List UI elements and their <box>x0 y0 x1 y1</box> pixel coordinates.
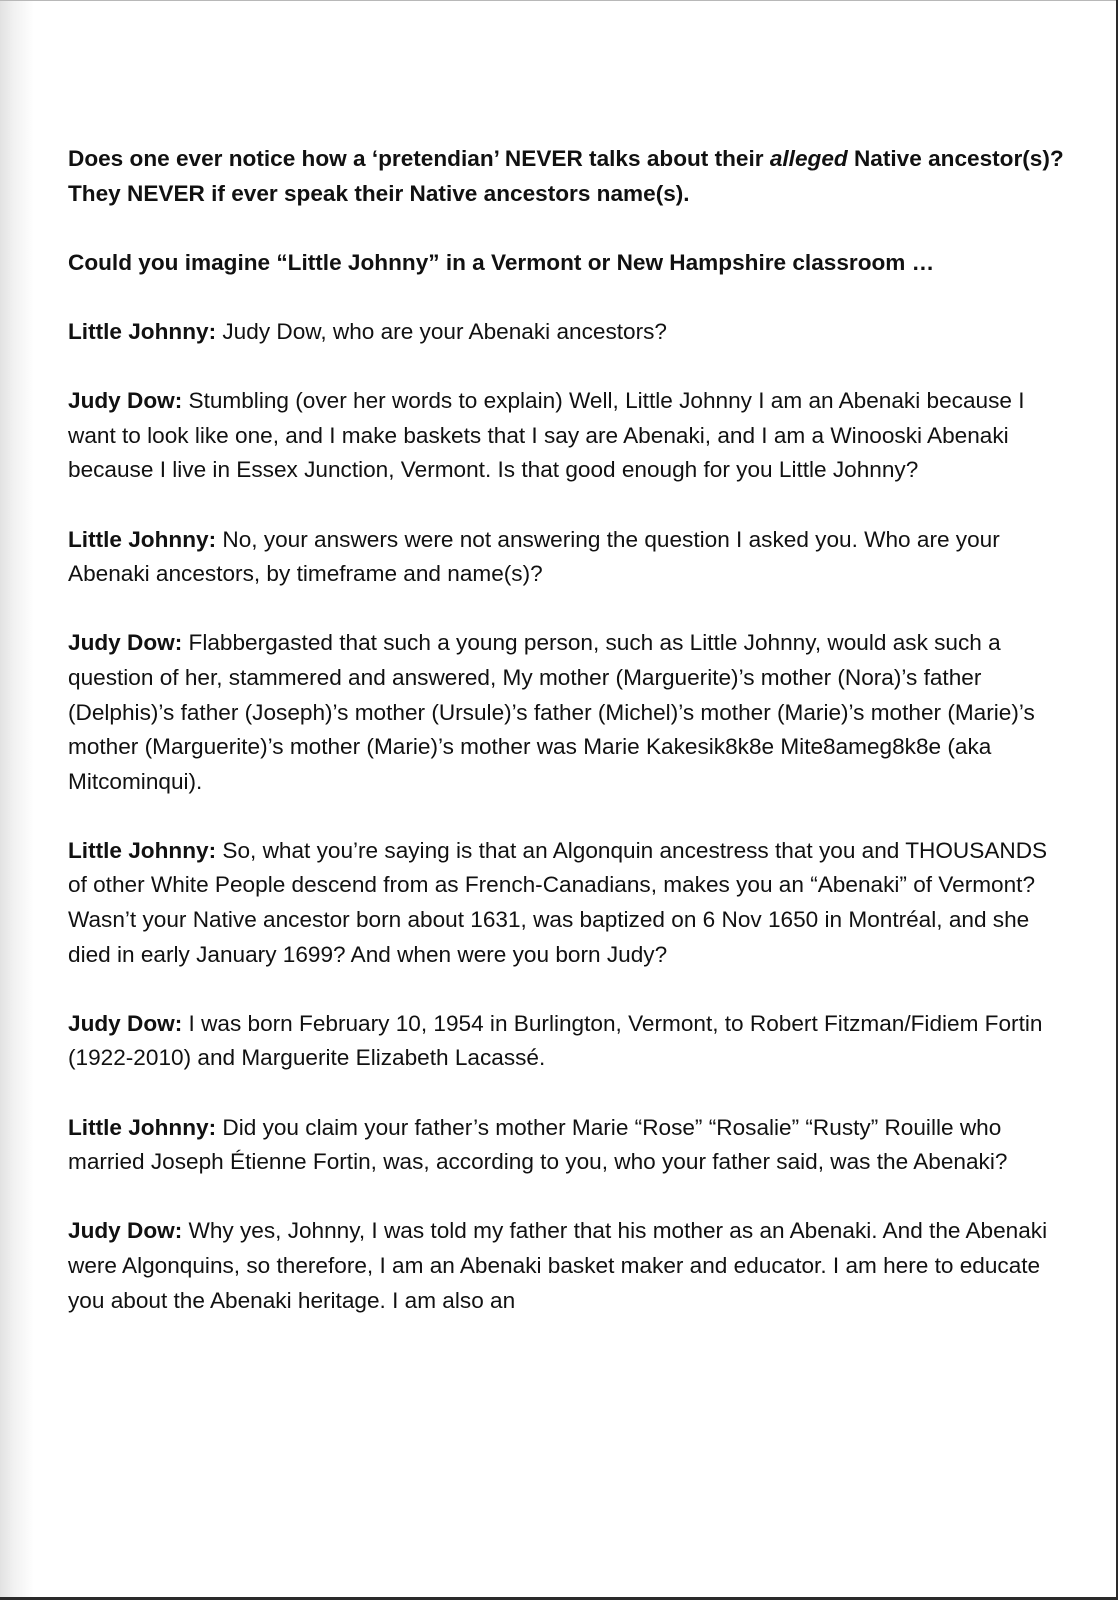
page-left-shadow <box>0 0 34 1600</box>
dialogue-text: Why yes, Johnny, I was told my father that his mother as an Abenaki. And the Abenaki were Algonquins, so therefore, I am an Abenaki basket maker and educator. I am here to educate you about the Abenaki heritage. I am also an <box>68 1218 1048 1313</box>
speaker-label: Judy Dow: <box>68 1010 183 1036</box>
dialogue-paragraph <box>68 523 1068 592</box>
dialogue-paragraph <box>68 1111 1068 1180</box>
intro-emphasis: alleged <box>769 146 848 171</box>
speaker-label: Little Johnny: <box>68 1114 217 1140</box>
speaker-label: Little Johnny: <box>68 837 217 863</box>
dialogue-paragraph <box>68 384 1068 488</box>
dialogue-text: Did you claim your father’s mother Marie “Rose” “Rosalie” “Rusty” Rouille who married Joseph Étienne Fortin, was, according to you, who your father said, was the Abenaki? <box>68 1114 1008 1175</box>
dialogue-text: No, your answers were not answering the question I asked you. Who are your Abenaki ancestors, by timeframe and name(s)? <box>68 526 1000 587</box>
dialogue-text: So, what you’re saying is that an Algonquin ancestress that you and THOUSANDS of other White People descend from as French-Canadians, makes you an “Abenaki” of Vermont? Wasn’t your Native ancestor born about 1631, was baptized on 6 Nov 1650 in Montréal, and she died in early January 1699? And when were you born Judy? <box>68 837 1048 967</box>
dialogue-paragraph <box>68 626 1068 799</box>
dialogue-text: Stumbling (over her words to explain) Well, Little Johnny I am an Abenaki because I want to look like one, and I make baskets that I say are Abenaki, and I am a Winooski Abenaki because I live in Essex Junction, Vermont. Is that good enough for you Little Johnny? <box>68 388 1025 483</box>
dialogue-text: Judy Dow, who are your Abenaki ancestors? <box>216 318 667 344</box>
dialogue-text: Flabbergasted that such a young person, such as Little Johnny, would ask such a question of her, stammered and answered, My mother (Marguerite)’s mother (Nora)’s father (Delphis)’s father (Joseph)’s mother (Ursule)’s father (Michel)’s mother (Marie)’s mother (Marie)’s mother (Marguerite)’s mother (Marie)’s mother was Marie Kakesik8k8e Mite8ameg8k8e (aka Mitcominqui). <box>68 630 1035 794</box>
dialogue-paragraph <box>68 1214 1068 1318</box>
setup-paragraph: Could you imagine “Little Johnny” in a Vermont or New Hampshire classroom … <box>68 249 935 275</box>
speaker-label: Judy Dow: <box>68 1218 183 1244</box>
dialogue-paragraph <box>68 1007 1068 1076</box>
intro-text-end: Native ancestor(s)? They NEVER if ever speak their Native ancestors name(s). <box>68 146 1064 206</box>
page-top-border <box>0 0 1118 1</box>
speaker-label: Little Johnny: <box>68 318 217 344</box>
speaker-label: Judy Dow: <box>68 388 183 414</box>
document-page <box>68 142 1068 1353</box>
speaker-label: Little Johnny: <box>68 526 217 552</box>
dialogue-text: I was born February 10, 1954 in Burlington, Vermont, to Robert Fitzman/Fidiem Fortin (1922-2010) and Marguerite Elizabeth Lacassé. <box>68 1010 1043 1071</box>
dialogue-paragraph <box>68 834 1068 972</box>
intro-text-start: Does one ever notice how a ‘pretendian’ NEVER talks about their <box>68 146 770 171</box>
dialogue-paragraph <box>68 315 1068 350</box>
intro-paragraph <box>68 142 1068 211</box>
speaker-label: Judy Dow: <box>68 630 183 656</box>
